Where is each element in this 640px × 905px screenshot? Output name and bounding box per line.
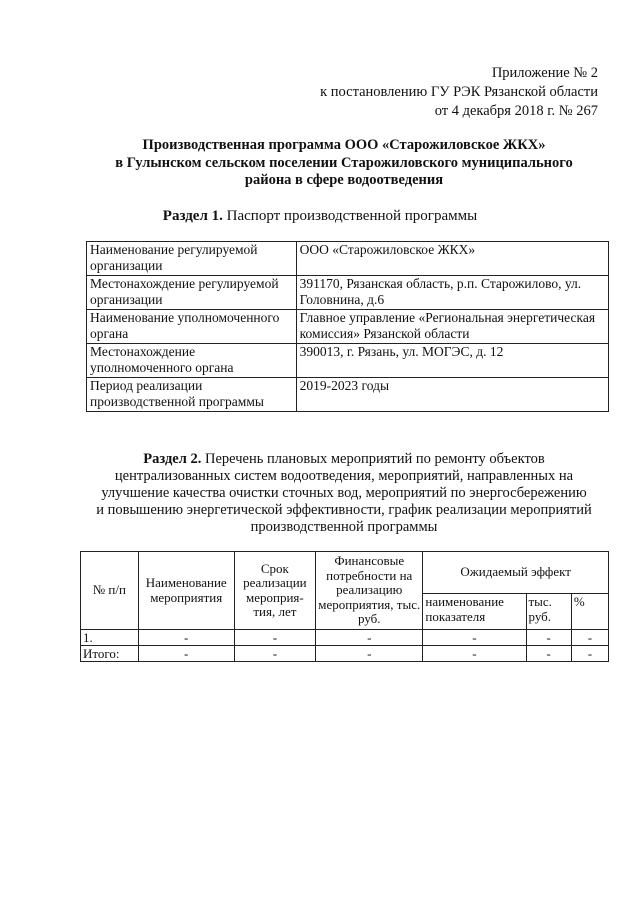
passport-row — [87, 344, 609, 378]
table-row — [81, 646, 609, 662]
row-thousand: - — [526, 630, 571, 646]
section-2-heading — [96, 451, 592, 536]
passport-row — [87, 378, 609, 412]
row-num: 1. — [81, 630, 139, 646]
row-num: Итого: — [81, 646, 139, 662]
measures-header-row — [81, 552, 609, 594]
passport-field-value: Главное управление «Региональная энергетическая комиссия» Рязанской области — [296, 310, 608, 344]
header-thousand: тыс. руб. — [526, 594, 571, 630]
passport-row — [87, 242, 609, 276]
section-2-text: Перечень плановых мероприятий по ремонту объектов централизованных систем водоотведения, мероприятий, направленных на улучшение качества очистки сточных вод, мероприятий по энергосбережению и повышению энергетической эффективности, график реализации мероприятий производственной программы — [96, 451, 592, 535]
appendix-line-1: Приложение № 2 — [491, 65, 598, 81]
table-row — [81, 630, 609, 646]
header-finance: Финансовые потребности на реализацию мероприятия, тыс. руб. — [316, 552, 423, 630]
passport-field-value: ООО «Старожиловское ЖКХ» — [296, 242, 608, 276]
row-indicator: - — [423, 630, 526, 646]
row-name: - — [138, 646, 234, 662]
passport-field-name: Период реализации производственной программы — [87, 378, 297, 412]
section-1-label: Раздел 1. — [162, 208, 223, 224]
row-finance: - — [316, 646, 423, 662]
header-effect: Ожидаемый эффект — [423, 552, 609, 594]
header-percent: % — [571, 594, 608, 630]
row-percent: - — [571, 630, 608, 646]
header-name: Наименование мероприятия — [138, 552, 234, 630]
passport-row — [87, 276, 609, 310]
row-percent: - — [571, 646, 608, 662]
title-line-1: Производственная программа ООО «Старожиловское ЖКХ» — [142, 137, 546, 153]
passport-field-name: Местонахождение регулируемой организации — [87, 276, 297, 310]
passport-field-name: Местонахождение уполномоченного органа — [87, 344, 297, 378]
document-title — [70, 137, 618, 190]
passport-row — [87, 310, 609, 344]
title-line-3: района в сфере водоотведения — [244, 172, 444, 188]
passport-field-value: 2019-2023 годы — [296, 378, 608, 412]
appendix-line-2: к постановлению ГУ РЭК Рязанской области — [320, 84, 598, 100]
row-term: - — [234, 630, 315, 646]
row-finance: - — [316, 630, 423, 646]
section-1-heading — [0, 208, 640, 225]
appendix-header — [320, 64, 598, 121]
row-name: - — [138, 630, 234, 646]
header-num: № п/п — [81, 552, 139, 630]
passport-field-value: 390013, г. Рязань, ул. МОГЭС, д. 12 — [296, 344, 608, 378]
row-term: - — [234, 646, 315, 662]
passport-table — [86, 241, 609, 412]
passport-field-value: 391170, Рязанская область, р.п. Старожилово, ул. Головнина, д.6 — [296, 276, 608, 310]
measures-table — [80, 551, 609, 662]
passport-field-name: Наименование регулируемой организации — [87, 242, 297, 276]
section-2-label: Раздел 2. — [143, 451, 202, 467]
row-indicator: - — [423, 646, 526, 662]
header-indicator: наименование показателя — [423, 594, 526, 630]
section-1-text: Паспорт производственной программы — [226, 208, 478, 224]
title-line-2: в Гулынском сельском поселении Старожиловского муниципального — [115, 154, 573, 171]
appendix-line-3: от 4 декабря 2018 г. № 267 — [434, 103, 598, 119]
passport-field-name: Наименование уполномоченного органа — [87, 310, 297, 344]
row-thousand: - — [526, 646, 571, 662]
header-term: Срок реализации мероприя-тия, лет — [234, 552, 315, 630]
